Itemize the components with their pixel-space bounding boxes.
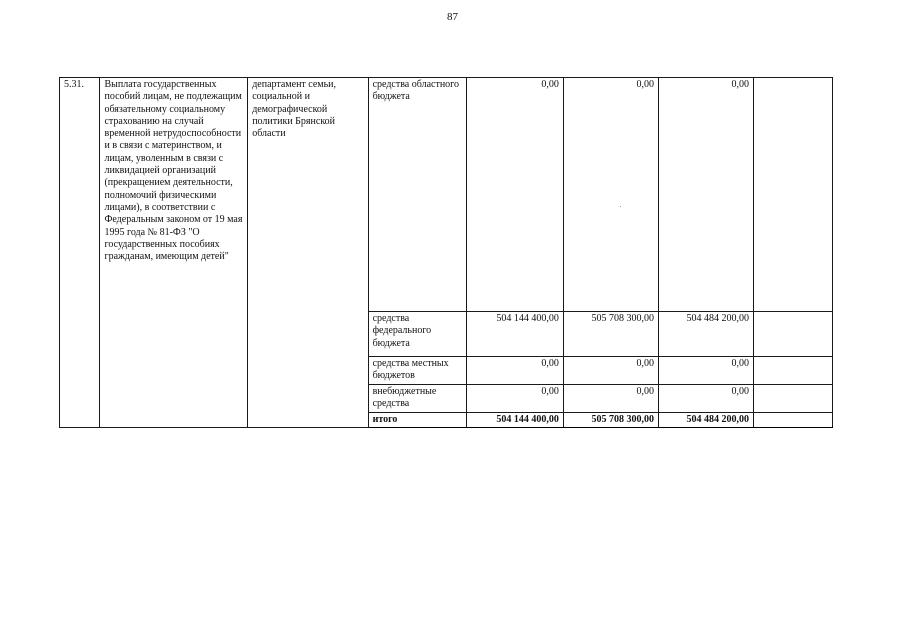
value-year-1-cell: 0,00	[466, 357, 563, 385]
funding-source-cell: средства областного бюджета	[368, 78, 466, 312]
value-year-1-cell: 0,00	[466, 385, 563, 413]
value-year-2-cell: 0,00	[563, 357, 658, 385]
total-year-3-cell: 504 484 200,00	[658, 413, 753, 428]
table-row	[60, 78, 833, 312]
funding-source-cell: внебюджетные средства	[368, 385, 466, 413]
note-cell	[754, 78, 833, 312]
note-cell	[754, 312, 833, 357]
value-year-3-cell: 0,00	[658, 385, 753, 413]
note-cell	[754, 357, 833, 385]
scan-speck	[620, 206, 621, 207]
description-cell	[100, 78, 248, 428]
item-number-cell: 5.31.	[60, 78, 100, 428]
value-year-2-cell: 505 708 300,00	[563, 312, 658, 357]
description-text: Выплата государственных пособий лицам, не подлежащим обязательному социальному страхованию на случай временной нетрудоспособности и в связи с материнством, и лицам, уволенным в связи с ликвидацией организаций (прекращением деятельности, полномочий физическими лицами), в соответствии с Федеральным законом от 19 мая 1995 года № 81-ФЗ "О государственных пособиях гражданам, имеющим детей"	[104, 79, 243, 263]
funding-source-cell: средства местных бюджетов	[368, 357, 466, 385]
total-year-2-cell: 505 708 300,00	[563, 413, 658, 428]
note-cell	[754, 385, 833, 413]
value-year-2-cell: 0,00	[563, 385, 658, 413]
value-year-3-cell: 0,00	[658, 78, 753, 312]
funding-source-cell: средства федерального бюджета	[368, 312, 466, 357]
value-year-3-cell: 0,00	[658, 357, 753, 385]
value-year-1-cell: 504 144 400,00	[466, 312, 563, 357]
total-year-1-cell: 504 144 400,00	[466, 413, 563, 428]
note-cell	[754, 413, 833, 428]
department-text: департамент семьи, социальной и демографической политики Брянской области	[252, 79, 337, 140]
department-cell	[248, 78, 368, 428]
budget-table	[59, 77, 833, 428]
value-year-1-cell: 0,00	[466, 78, 563, 312]
value-year-3-cell: 504 484 200,00	[658, 312, 753, 357]
value-year-2-cell: 0,00	[563, 78, 658, 312]
page-number: 87	[447, 11, 458, 23]
total-label-cell: итого	[368, 413, 466, 428]
